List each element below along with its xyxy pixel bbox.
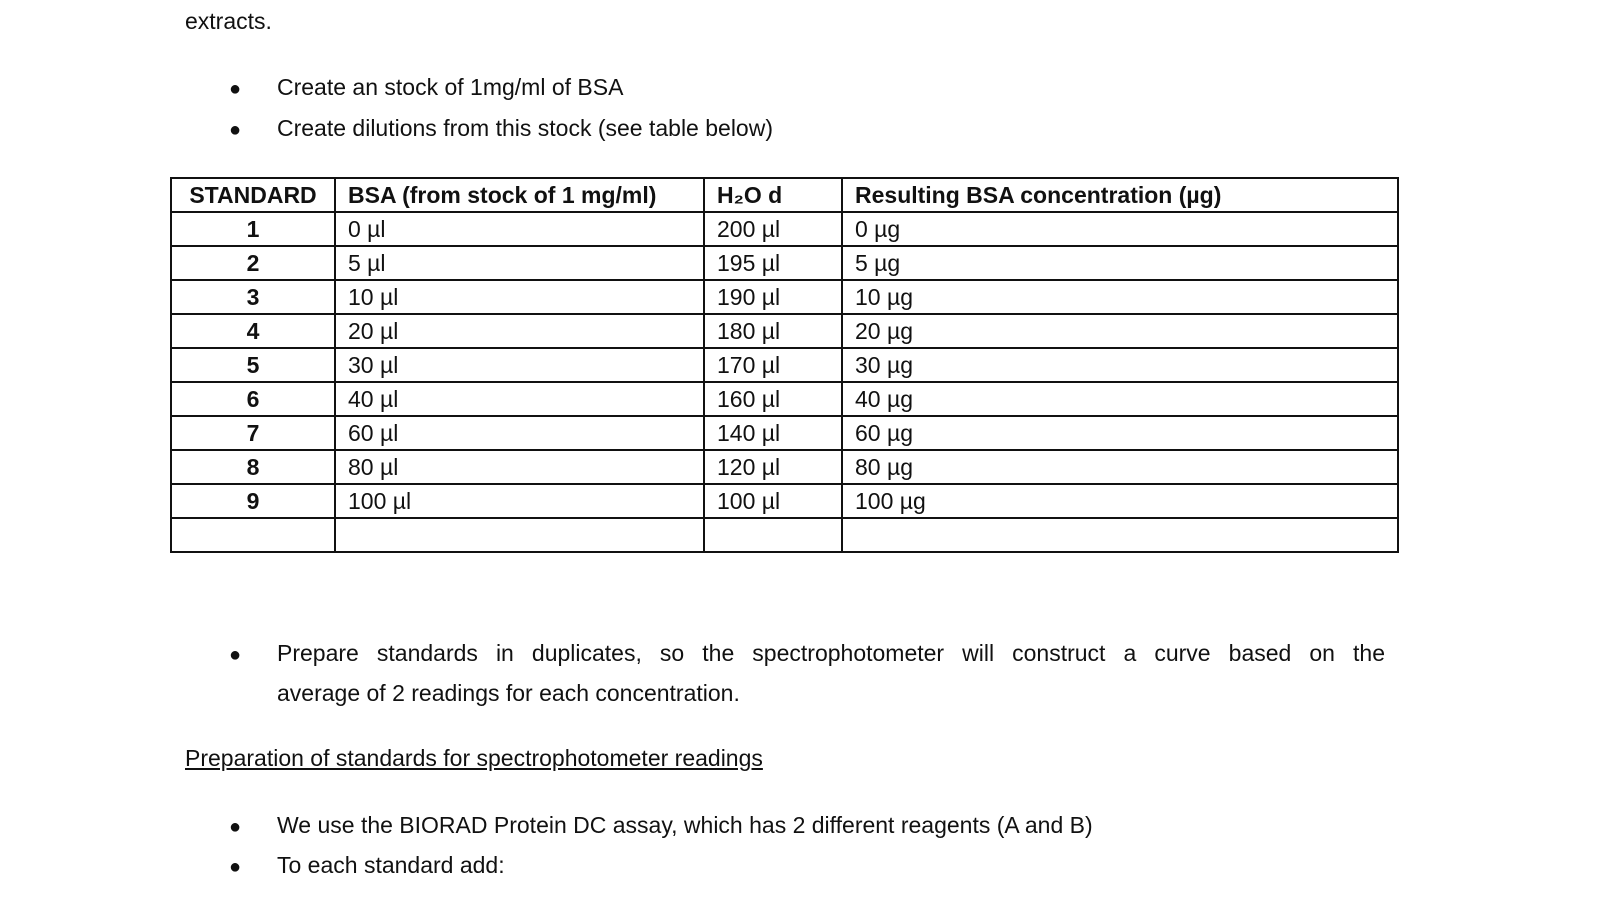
table-row (171, 484, 1398, 518)
cell-standard: 9 (171, 484, 335, 518)
cell-standard: 1 (171, 212, 335, 246)
cell-concentration: 0 µg (842, 212, 1398, 246)
bullet-stock: Create an stock of 1mg/ml of BSA (277, 74, 624, 100)
cell-bsa-volume: 20 µl (335, 314, 704, 348)
cell-concentration: 10 µg (842, 280, 1398, 314)
cell-concentration: 80 µg (842, 450, 1398, 484)
table-row (171, 212, 1398, 246)
cell-concentration: 100 µg (842, 484, 1398, 518)
bullet-icon: ● (229, 856, 242, 878)
bullet-icon: ● (229, 816, 242, 838)
cell-water-volume: 180 µl (704, 314, 842, 348)
cell-water-volume: 195 µl (704, 246, 842, 280)
bullet-icon: ● (229, 119, 242, 141)
cell-water-volume: 190 µl (704, 280, 842, 314)
bullet-icon: ● (229, 78, 242, 100)
header-standard: STANDARD (171, 178, 335, 212)
intro-text: extracts. (185, 8, 272, 34)
cell-bsa-volume (335, 518, 704, 552)
cell-concentration: 30 µg (842, 348, 1398, 382)
cell-water-volume: 200 µl (704, 212, 842, 246)
cell-water-volume: 100 µl (704, 484, 842, 518)
cell-standard: 5 (171, 348, 335, 382)
cell-standard: 8 (171, 450, 335, 484)
bullet-icon: ● (229, 644, 242, 666)
table-row (171, 518, 1398, 552)
cell-water-volume: 120 µl (704, 450, 842, 484)
cell-concentration (842, 518, 1398, 552)
table-row (171, 314, 1398, 348)
dilution-table (170, 177, 1399, 553)
bullet-biorad: We use the BIORAD Protein DC assay, which has 2 different reagents (A and B) (277, 812, 1093, 838)
header-concentration: Resulting BSA concentration (µg) (842, 178, 1398, 212)
cell-bsa-volume: 0 µl (335, 212, 704, 246)
section-heading: Preparation of standards for spectrophotometer readings (185, 745, 763, 771)
cell-concentration: 60 µg (842, 416, 1398, 450)
cell-water-volume (704, 518, 842, 552)
table-header-row (171, 178, 1398, 212)
table-row (171, 280, 1398, 314)
cell-bsa-volume: 100 µl (335, 484, 704, 518)
cell-standard (171, 518, 335, 552)
table-row (171, 348, 1398, 382)
bullet-add: To each standard add: (277, 852, 505, 878)
bullet-duplicates-line2: average of 2 readings for each concentration. (277, 680, 740, 706)
table-row (171, 450, 1398, 484)
header-bsa: BSA (from stock of 1 mg/ml) (335, 178, 704, 212)
cell-bsa-volume: 30 µl (335, 348, 704, 382)
bullet-duplicates-line1: Prepare standards in duplicates, so the spectrophotometer will construct a curve based on the (277, 640, 1385, 666)
header-water: H₂O d (704, 178, 842, 212)
cell-concentration: 40 µg (842, 382, 1398, 416)
cell-standard: 2 (171, 246, 335, 280)
cell-bsa-volume: 10 µl (335, 280, 704, 314)
cell-bsa-volume: 5 µl (335, 246, 704, 280)
cell-standard: 3 (171, 280, 335, 314)
cell-standard: 7 (171, 416, 335, 450)
cell-bsa-volume: 80 µl (335, 450, 704, 484)
cell-water-volume: 170 µl (704, 348, 842, 382)
cell-standard: 4 (171, 314, 335, 348)
cell-water-volume: 160 µl (704, 382, 842, 416)
cell-concentration: 20 µg (842, 314, 1398, 348)
bullet-dilutions: Create dilutions from this stock (see table below) (277, 115, 773, 141)
cell-concentration: 5 µg (842, 246, 1398, 280)
table-row (171, 246, 1398, 280)
cell-bsa-volume: 40 µl (335, 382, 704, 416)
cell-water-volume: 140 µl (704, 416, 842, 450)
cell-standard: 6 (171, 382, 335, 416)
table-row (171, 382, 1398, 416)
table-row (171, 416, 1398, 450)
cell-bsa-volume: 60 µl (335, 416, 704, 450)
